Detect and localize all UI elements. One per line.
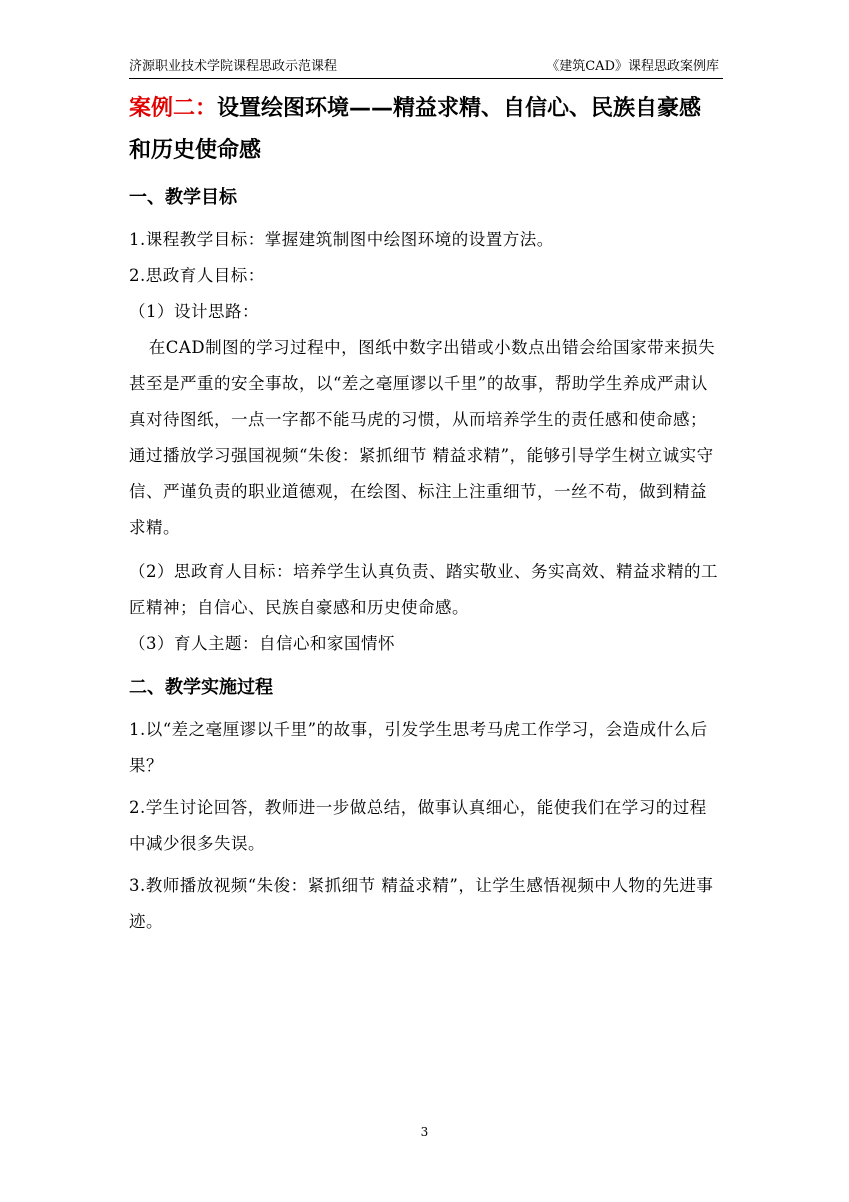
paragraph-design-idea: 在CAD制图的学习过程中，图纸中数字出错或小数点出错会给国家带来损失甚至是严重的安全事故，以“差之毫厘谬以千里”的故事，帮助学生养成严肃认真对待图纸，一点一字都不能马虎的习惯，从而培养学生的责任感和使命感；通过播放学习强国视频“朱俊：紧抓细节 精益求精”，能够引导学生树立诚实守信、严谨负责的职业道德观，在绘图、标注上注重细节，一丝不苟，做到精益求精。 <box>129 338 716 537</box>
document-body <box>129 88 723 940</box>
case-title-prefix: 案例二： <box>129 96 218 121</box>
header-right-text: 《建筑CAD》课程思政案例库 <box>546 59 719 74</box>
case-title <box>129 88 723 172</box>
case-title-main: 设置绘图环境——精益求精、自信心、民族自豪感和历史使命感 <box>129 96 702 163</box>
section-heading-teaching-process: 二、教学实施过程 <box>129 677 273 698</box>
paragraph-course-goal: 1.课程教学目标：掌握建筑制图中绘图环境的设置方法。 <box>129 230 554 249</box>
paragraph-education-goal: （2）思政育人目标：培养学生认真负责、踏实敬业、务实高效、精益求精的工匠精神；自信心、民族自豪感和历史使命感。 <box>129 562 718 617</box>
page-header <box>129 56 723 79</box>
paragraph-process-step-2: 2.学生讨论回答，教师进一步做总结，做事认真细心，能使我们在学习的过程中减少很多失误。 <box>129 798 707 853</box>
paragraph-ideology-goal: 2.思政育人目标： <box>129 266 265 285</box>
paragraph-education-theme: （3）育人主题：自信心和家国情怀 <box>129 634 395 653</box>
paragraph-process-step-1: 1.以“差之毫厘谬以千里”的故事，引发学生思考马虎工作学习，会造成什么后果？ <box>129 720 708 775</box>
page-number: 3 <box>420 1125 429 1139</box>
paragraph-process-step-3: 3.教师播放视频“朱俊：紧抓细节 精益求精”，让学生感悟视频中人物的先进事迹。 <box>129 876 714 931</box>
paragraph-design-idea-label: （1）设计思路： <box>129 302 259 321</box>
header-left-text: 济源职业技术学院课程思政示范课程 <box>129 59 338 74</box>
section-heading-teaching-goals: 一、教学目标 <box>129 187 237 208</box>
